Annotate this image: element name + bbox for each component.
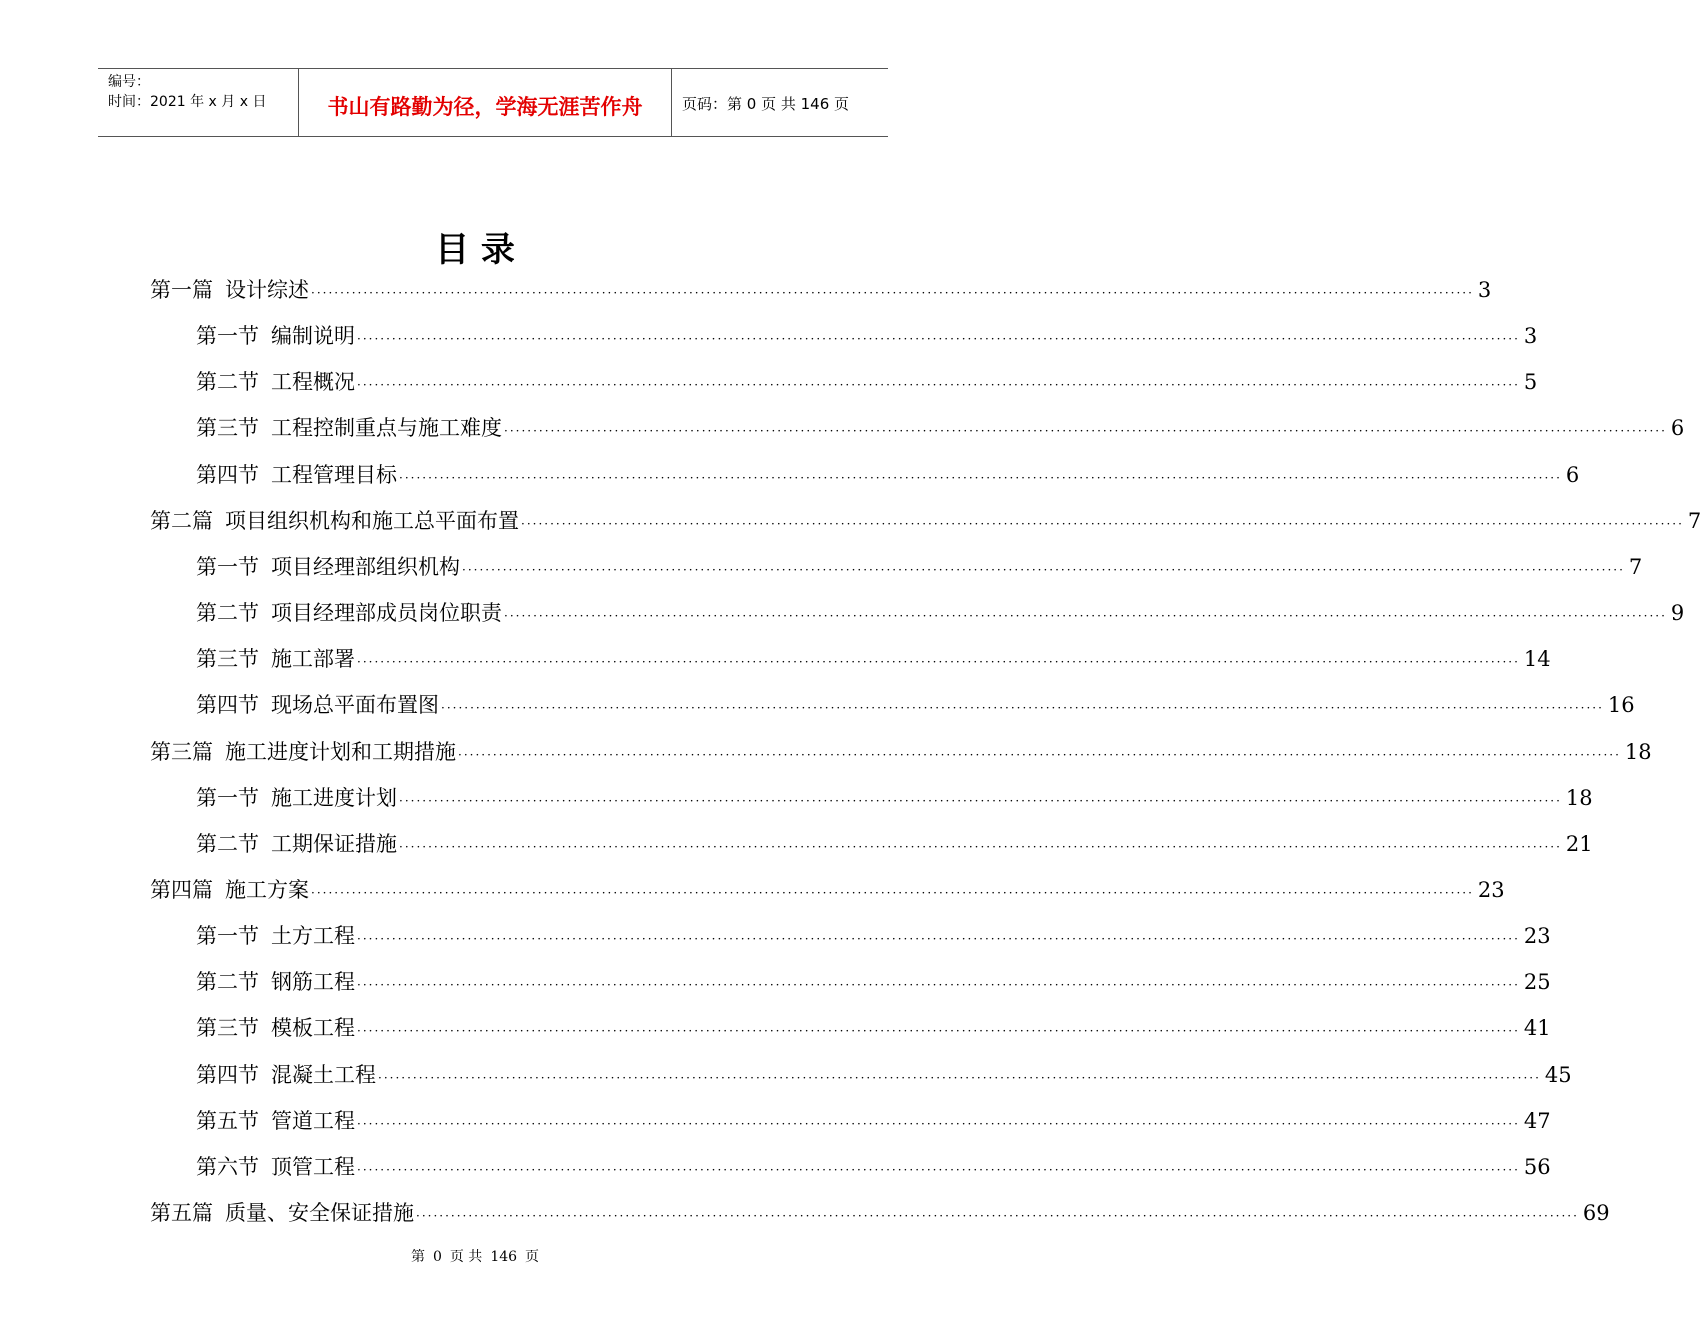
- toc-entry-title: 项目组织机构和施工总平面布置: [225, 509, 519, 533]
- toc-leader-dots: ········································································································································································································: [399, 840, 1562, 854]
- toc-entry-page: 23: [1523, 924, 1551, 948]
- toc-entry-title: 施工部署: [271, 647, 355, 671]
- toc-entry-page: 18: [1565, 786, 1593, 810]
- toc-entry-page: 14: [1523, 647, 1551, 671]
- toc-entry-label: [196, 1012, 355, 1042]
- toc-entry-page: 56: [1523, 1155, 1551, 1179]
- toc-entry-number: 第二节: [196, 601, 259, 625]
- toc-entry-page: 6: [1670, 416, 1685, 440]
- toc-part-entry[interactable]: [150, 274, 1492, 304]
- toc-section-entry[interactable]: [196, 366, 1538, 396]
- toc-entry-number: 第一节: [196, 324, 259, 348]
- toc-entry-title: 质量、安全保证措施: [225, 1201, 414, 1225]
- toc-entry-title: 管道工程: [271, 1109, 355, 1133]
- toc-entry-number: 第三节: [196, 647, 259, 671]
- toc-entry-label: [196, 597, 502, 627]
- toc-leader-dots: ········································································································································································································: [399, 794, 1562, 808]
- toc-leader-dots: ········································································································································································································: [399, 471, 1562, 485]
- toc-entry-label: [196, 320, 355, 350]
- toc-entry-title: 混凝土工程: [271, 1063, 376, 1087]
- toc-section-entry[interactable]: [196, 828, 1593, 858]
- page-footer: [0, 1246, 950, 1266]
- toc-section-entry[interactable]: [196, 920, 1551, 950]
- toc-part-entry[interactable]: [150, 874, 1505, 904]
- toc-section-entry[interactable]: [196, 597, 1685, 627]
- toc-entry-label: [196, 920, 355, 950]
- toc-leader-dots: ········································································································································································································: [357, 932, 1520, 946]
- toc-entry-label: [150, 874, 309, 904]
- toc-entry-page: 3: [1523, 324, 1538, 348]
- motto-text: 书山有路勤为径，学海无涯苦作舟: [327, 95, 643, 119]
- toc-entry-page: 47: [1523, 1109, 1551, 1133]
- toc-section-entry[interactable]: [196, 320, 1538, 350]
- footer-page: 0: [432, 1249, 442, 1265]
- toc-entry-label: [196, 1105, 355, 1135]
- toc-entry-page: 7: [1628, 555, 1643, 579]
- toc-entry-number: 第一节: [196, 786, 259, 810]
- toc-entry-title: 工期保证措施: [271, 832, 397, 856]
- toc-leader-dots: ········································································································································································································: [357, 1163, 1520, 1177]
- toc-entry-label: [196, 366, 355, 396]
- time-label: 时间：2021 年 x 月 x 日: [108, 94, 267, 110]
- toc-entry-number: 第四节: [196, 463, 259, 487]
- toc-entry-title: 工程控制重点与施工难度: [271, 416, 502, 440]
- toc-section-entry[interactable]: [196, 689, 1635, 719]
- toc-section-entry[interactable]: [196, 1151, 1551, 1181]
- toc-entry-label: [150, 274, 309, 304]
- footer-mid: 页 共: [449, 1249, 483, 1265]
- toc-entry-label: [196, 412, 502, 442]
- toc-entry-title: 模板工程: [271, 1016, 355, 1040]
- toc-entry-number: 第二节: [196, 370, 259, 394]
- toc-entry-number: 第五节: [196, 1109, 259, 1133]
- toc-section-entry[interactable]: [196, 459, 1580, 489]
- toc-entry-label: [196, 828, 397, 858]
- toc-section-entry[interactable]: [196, 1059, 1572, 1089]
- toc-entry-number: 第一节: [196, 555, 259, 579]
- toc-section-entry[interactable]: [196, 551, 1643, 581]
- serial-label: 编号：: [108, 74, 150, 90]
- toc-entry-title: 施工方案: [225, 878, 309, 902]
- toc-entry-label: [196, 782, 397, 812]
- toc-entry-number: 第一节: [196, 924, 259, 948]
- toc-entry-label: [196, 966, 355, 996]
- toc-leader-dots: ········································································································································································································: [441, 701, 1604, 715]
- footer-total: 146: [490, 1249, 518, 1265]
- toc-leader-dots: ········································································································································································································: [357, 332, 1520, 346]
- toc-entry-page: 18: [1624, 740, 1652, 764]
- toc-section-entry[interactable]: [196, 1105, 1551, 1135]
- toc-entry-label: [196, 1151, 355, 1181]
- toc-entry-page: 6: [1565, 463, 1580, 487]
- toc-entry-title: 施工进度计划和工期措施: [225, 740, 456, 764]
- toc-section-entry[interactable]: [196, 782, 1593, 812]
- toc-leader-dots: ········································································································································································································: [416, 1209, 1579, 1223]
- toc-entry-page: 16: [1607, 693, 1635, 717]
- header-motto-cell: [299, 69, 672, 136]
- toc-leader-dots: ········································································································································································································: [521, 517, 1684, 531]
- toc-entry-page: 23: [1477, 878, 1505, 902]
- toc-section-entry[interactable]: [196, 412, 1685, 442]
- toc-leader-dots: ········································································································································································································: [504, 424, 1667, 438]
- toc-entry-page: 21: [1565, 832, 1593, 856]
- toc-entry-number: 第四篇: [150, 878, 213, 902]
- toc-part-entry[interactable]: [150, 736, 1652, 766]
- footer-pre: 第: [410, 1249, 425, 1265]
- toc-entry-number: 第三节: [196, 416, 259, 440]
- header-right-cell: [672, 69, 888, 136]
- toc-entry-label: [196, 689, 439, 719]
- toc-leader-dots: ········································································································································································································: [357, 1024, 1520, 1038]
- toc-entry-number: 第一篇: [150, 278, 213, 302]
- page-info: 页码：第 0 页 共 146 页: [682, 95, 850, 113]
- toc-leader-dots: ········································································································································································································: [311, 286, 1474, 300]
- toc-entry-title: 工程概况: [271, 370, 355, 394]
- toc-entry-number: 第二节: [196, 970, 259, 994]
- toc-entry-number: 第六节: [196, 1155, 259, 1179]
- page-header: [98, 68, 888, 137]
- toc-leader-dots: ········································································································································································································: [357, 978, 1520, 992]
- toc-entry-page: 41: [1523, 1016, 1551, 1040]
- toc-leader-dots: ········································································································································································································: [378, 1071, 1541, 1085]
- toc-entry-title: 钢筋工程: [271, 970, 355, 994]
- toc-entry-page: 7: [1687, 509, 1701, 533]
- toc-entry-label: [196, 551, 460, 581]
- toc-entry-number: 第五篇: [150, 1201, 213, 1225]
- toc-section-entry[interactable]: [196, 643, 1551, 673]
- toc-leader-dots: ········································································································································································································: [357, 1117, 1520, 1131]
- toc-leader-dots: ········································································································································································································: [462, 563, 1625, 577]
- toc-entry-number: 第二篇: [150, 509, 213, 533]
- toc-part-entry[interactable]: [150, 505, 1701, 535]
- toc-entry-title: 顶管工程: [271, 1155, 355, 1179]
- toc-entry-page: 69: [1582, 1201, 1610, 1225]
- toc-entry-label: [196, 643, 355, 673]
- toc-entry-title: 土方工程: [271, 924, 355, 948]
- toc-entry-page: 25: [1523, 970, 1551, 994]
- toc-leader-dots: ········································································································································································································: [357, 655, 1520, 669]
- footer-post: 页: [525, 1249, 540, 1265]
- header-left-cell: [98, 69, 299, 136]
- toc-part-entry[interactable]: [150, 1197, 1610, 1227]
- toc-entry-label: [196, 459, 397, 489]
- toc-entry-page: 9: [1670, 601, 1685, 625]
- toc-entry-title: 编制说明: [271, 324, 355, 348]
- toc-entry-title: 项目经理部组织机构: [271, 555, 460, 579]
- toc-section-entry[interactable]: [196, 1012, 1551, 1042]
- toc-entry-number: 第三篇: [150, 740, 213, 764]
- toc-entry-title: 施工进度计划: [271, 786, 397, 810]
- toc-entry-page: 45: [1544, 1063, 1572, 1087]
- toc-entry-page: 3: [1477, 278, 1492, 302]
- toc-section-entry[interactable]: [196, 966, 1551, 996]
- toc-entry-number: 第四节: [196, 693, 259, 717]
- toc-entry-title: 现场总平面布置图: [271, 693, 439, 717]
- toc-leader-dots: ········································································································································································································: [311, 886, 1474, 900]
- toc-leader-dots: ········································································································································································································: [504, 609, 1667, 623]
- toc-entry-label: [150, 1197, 414, 1227]
- toc-entry-title: 设计综述: [225, 278, 309, 302]
- toc-entry-number: 第三节: [196, 1016, 259, 1040]
- toc-entry-number: 第二节: [196, 832, 259, 856]
- toc-entry-label: [150, 736, 456, 766]
- toc-entry-title: 工程管理目标: [271, 463, 397, 487]
- toc-entry-label: [150, 505, 519, 535]
- toc-entry-title: 项目经理部成员岗位职责: [271, 601, 502, 625]
- toc-entry-label: [196, 1059, 376, 1089]
- toc-leader-dots: ········································································································································································································: [458, 748, 1621, 762]
- toc-title: 目 录: [435, 230, 515, 270]
- toc-leader-dots: ········································································································································································································: [357, 378, 1520, 392]
- toc-entry-page: 5: [1523, 370, 1538, 394]
- toc-entry-number: 第四节: [196, 1063, 259, 1087]
